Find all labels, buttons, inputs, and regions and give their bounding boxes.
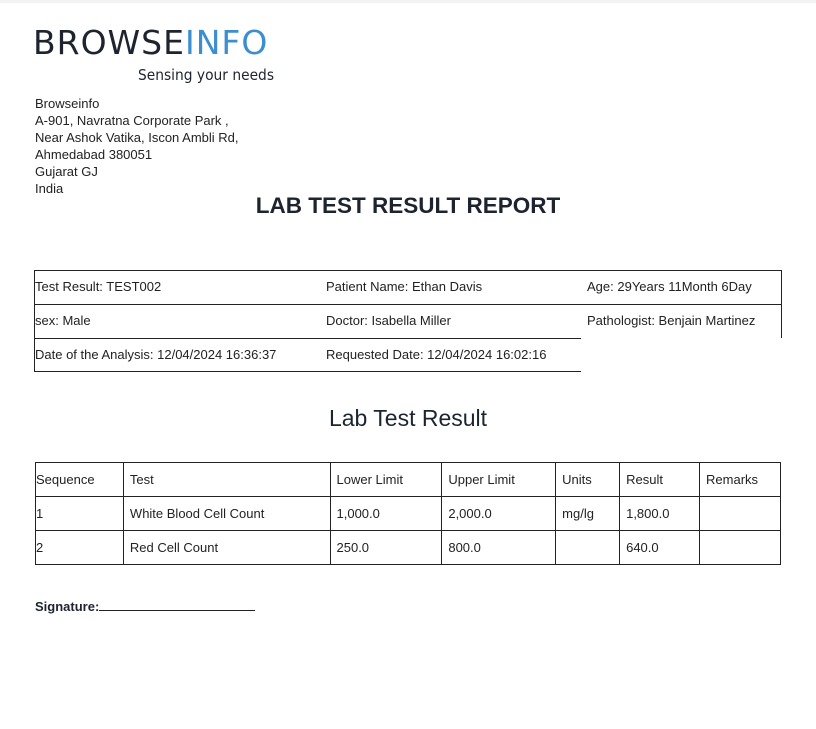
analysis-date: Date of the Analysis: 12/04/2024 16:36:37 [35, 347, 277, 362]
column-header-result: Result [620, 463, 700, 497]
cell-result: 640.0 [620, 531, 700, 565]
column-header-lower-limit: Lower Limit [330, 463, 442, 497]
cell-units [556, 531, 620, 565]
section-title: Lab Test Result [328, 405, 488, 431]
info-row [34, 338, 581, 372]
patient-info-block [34, 270, 782, 372]
pathologist-name: Pathologist: Benjain Martinez [587, 313, 756, 328]
table-row [36, 531, 781, 565]
cell-lower-limit: 1,000.0 [330, 497, 442, 531]
patient-name: Patient Name: Ethan Davis [326, 279, 483, 294]
address-line: Gujarat GJ [35, 164, 98, 179]
cell-units: mg/lg [556, 497, 620, 531]
address-line: Near Ashok Vatika, Iscon Ambli Rd, [35, 130, 239, 145]
signature-label: Signature: [35, 599, 100, 614]
cell-sequence: 2 [36, 531, 124, 565]
signature-line [99, 597, 255, 611]
info-row [34, 304, 782, 338]
cell-upper-limit: 800.0 [442, 531, 556, 565]
results-table [35, 462, 781, 565]
cell-upper-limit: 2,000.0 [442, 497, 556, 531]
table-row [36, 497, 781, 531]
info-row [34, 270, 782, 304]
logo-word-dark: BROWSE [33, 23, 185, 62]
company-logo [33, 23, 275, 84]
column-header-units: Units [556, 463, 620, 497]
address-line: Ahmedabad 380051 [35, 147, 153, 162]
test-result-id: Test Result: TEST002 [35, 279, 162, 294]
cell-remarks [700, 497, 781, 531]
address-line: A-901, Navratna Corporate Park , [35, 113, 229, 128]
logo-wordmark [33, 24, 273, 62]
address-line: Browseinfo [35, 96, 100, 111]
cell-sequence: 1 [36, 497, 124, 531]
patient-age: Age: 29Years 11Month 6Day [587, 279, 752, 294]
logo-tagline: Sensing your needs [138, 66, 275, 84]
table-header-row [36, 463, 781, 497]
company-address [35, 95, 239, 197]
column-header-sequence: Sequence [36, 463, 124, 497]
signature-field [35, 597, 255, 614]
cell-remarks [700, 531, 781, 565]
report-title: LAB TEST RESULT REPORT [255, 193, 561, 218]
column-header-upper-limit: Upper Limit [442, 463, 556, 497]
cell-lower-limit: 250.0 [330, 531, 442, 565]
cell-result: 1,800.0 [620, 497, 700, 531]
top-strip [0, 0, 816, 3]
address-line: India [35, 181, 64, 196]
doctor-name: Doctor: Isabella Miller [326, 313, 451, 328]
requested-date: Requested Date: 12/04/2024 16:02:16 [326, 347, 547, 362]
cell-test: Red Cell Count [123, 531, 330, 565]
cell-test: White Blood Cell Count [123, 497, 330, 531]
patient-sex: sex: Male [35, 313, 91, 328]
column-header-remarks: Remarks [700, 463, 781, 497]
logo-word-accent: INFO [184, 23, 269, 62]
column-header-test: Test [123, 463, 330, 497]
